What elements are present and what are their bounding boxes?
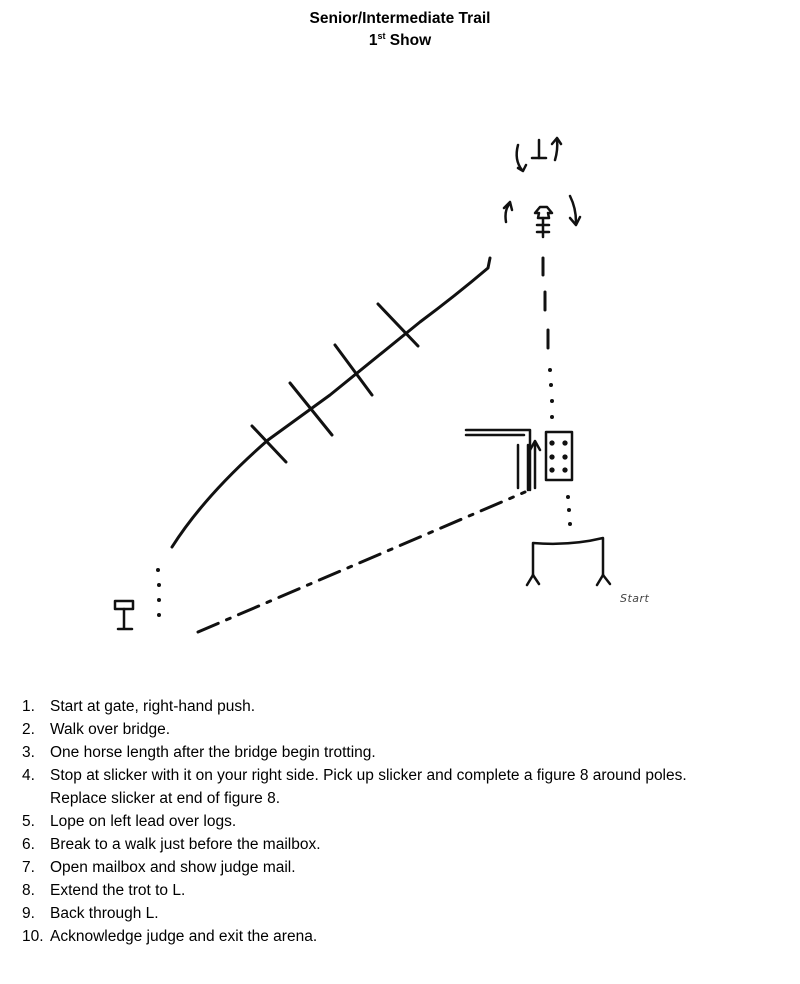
step-text: Walk over bridge. — [50, 721, 171, 738]
show-number: 1 — [368, 32, 378, 49]
bridge-icon — [466, 430, 572, 490]
step-number: 10. — [22, 928, 44, 945]
step-text: Stop at slicker with it on your right side. Pick up slicker and complete a figure 8 around poles. — [50, 767, 687, 784]
step-number: 7. — [22, 859, 35, 876]
step-text: Start at gate, right-hand push. — [50, 698, 256, 715]
step-text: Extend the trot to L. — [50, 882, 186, 899]
lope-line — [172, 258, 490, 547]
gate-path-dots — [566, 495, 572, 526]
show-word: Show — [389, 32, 432, 49]
list-item — [22, 925, 687, 948]
back-through-l-icon — [517, 138, 561, 171]
log-2 — [290, 383, 332, 435]
step-text: Break to a walk just before the mailbox. — [50, 836, 321, 853]
step-number: 1. — [22, 698, 35, 715]
step-number: 3. — [22, 744, 35, 761]
extended-trot-line — [198, 492, 525, 632]
step-number: 6. — [22, 836, 35, 853]
step-number: 9. — [22, 905, 35, 922]
step-number — [22, 787, 50, 810]
step-number: 5. — [22, 813, 35, 830]
step-text: One horse length after the bridge begin trotting. — [50, 744, 376, 761]
bridge-arrow-icon — [530, 441, 540, 488]
start-label: Start — [620, 592, 650, 605]
slicker-pole-icon — [535, 207, 552, 237]
list-item — [22, 718, 687, 741]
list-item — [22, 787, 687, 810]
list-item — [22, 833, 687, 856]
trot-line-dashes — [543, 258, 548, 348]
list-item — [22, 810, 687, 833]
list-item — [22, 856, 687, 879]
list-item — [22, 695, 687, 718]
show-suffix: st — [377, 30, 386, 41]
step-number: 2. — [22, 721, 35, 738]
document-title: Senior/Intermediate Trail — [309, 10, 491, 27]
step-number: 4. — [22, 767, 35, 784]
step-text: Open mailbox and show judge mail. — [50, 859, 296, 876]
gate-icon — [527, 538, 610, 585]
mailbox-icon — [115, 601, 133, 629]
trot-line-dots — [548, 368, 554, 419]
step-text: Lope on left lead over logs. — [50, 813, 237, 830]
step-text: Acknowledge judge and exit the arena. — [50, 928, 318, 945]
list-item — [22, 902, 687, 925]
step-number: 8. — [22, 882, 35, 899]
walk-dots — [156, 568, 161, 617]
step-text: Replace slicker at end of figure 8. — [50, 790, 281, 807]
list-item — [22, 764, 687, 787]
instructions-list — [22, 695, 687, 948]
list-item — [22, 879, 687, 902]
step-text: Back through L. — [50, 905, 159, 922]
list-item — [22, 741, 687, 764]
